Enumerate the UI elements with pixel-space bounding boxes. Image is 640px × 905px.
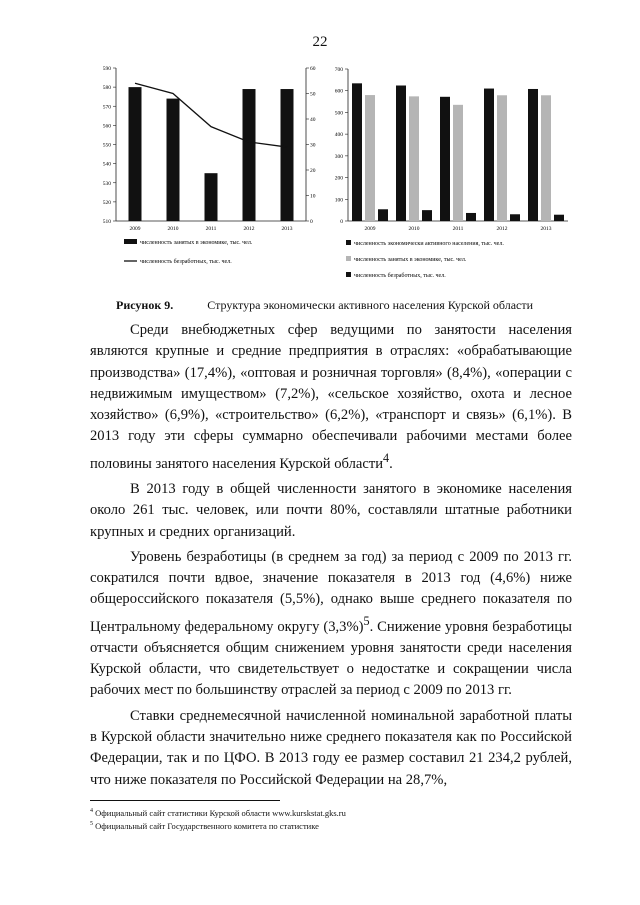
left-tick-label: 550 (102, 142, 111, 149)
bar-series3-2012 (510, 214, 520, 221)
y-tick-label: 100 (334, 197, 343, 204)
x-tick-label: 2013 (540, 226, 552, 232)
bar-series3-2011 (466, 213, 476, 221)
bar-series3-2010 (422, 210, 432, 221)
legend-swatch-series1 (346, 240, 351, 245)
body-text (90, 320, 572, 795)
legend-label-series2: численность занятых в экономике, тыс. чел. (354, 257, 467, 263)
paragraph-2: В 2013 году в общей численности занятого в экономике населения около 261 тыс. человек, или почти 80%, составляли штатные работники крупных и средних организаций. (90, 480, 572, 540)
right-tick-label: 20 (310, 168, 316, 174)
right-tick-label: 50 (310, 91, 316, 98)
paragraph-4: Ставки среднемесячной начисленной номинальной заработной платы в Курской области значительно ниже среднего показателя как по Российской Федерации, так и по ЦФО. В 2013 году ее размер составил 21 234,2 рублей, что ниже показателя по Российской Федерации на 28,7%, (90, 707, 572, 788)
bar-employed-2009 (129, 87, 142, 221)
figure-caption (116, 298, 533, 313)
bar-employed-2010 (167, 99, 180, 221)
legend-label-series3: численность безработных, тыс. чел. (354, 273, 446, 279)
bar-employed-2012 (243, 89, 256, 221)
footnote-5-text: Официальный сайт Государственного комитета по статистике (95, 820, 319, 831)
bar-series2-2013 (541, 95, 551, 221)
y-tick-label: 400 (334, 132, 343, 139)
bar-series2-2012 (497, 95, 507, 221)
left-tick-label: 570 (102, 104, 111, 111)
bar-series1-2012 (484, 89, 494, 221)
bar-employed-2013 (281, 89, 294, 221)
y-tick-label: 600 (334, 88, 343, 95)
bar-series3-2009 (378, 209, 388, 221)
x-tick-label: 2011 (205, 226, 217, 232)
footnote-4-num: 4 (90, 808, 93, 814)
y-tick-label: 200 (334, 175, 343, 182)
figure-label: Рисунок 9. (116, 298, 174, 312)
footnote-4 (90, 806, 572, 819)
left-tick-label: 580 (102, 85, 111, 92)
legend-label-bars: численность занятых в экономике, тыс. чел. (140, 240, 253, 246)
x-tick-label: 2011 (452, 226, 464, 232)
bar-series2-2009 (365, 95, 375, 221)
footnote-rule (90, 800, 280, 801)
right-tick-label: 60 (310, 66, 316, 72)
paragraph-3-text-b: . Снижение уровня безработицы отчасти объясняется общим снижением уровня занятости среди населения Курской области, что свидетельствует о недостатке и сокращении числа рабочих мест по большинству отраслей за период с 2009 по 2013 гг. (90, 618, 572, 699)
figure-title: Структура экономически активного населения Курской области (207, 298, 534, 312)
bar-series1-2013 (528, 89, 538, 221)
bar-series1-2011 (440, 97, 450, 221)
x-tick-label: 2009 (364, 226, 376, 232)
legend-swatch-series3 (346, 272, 351, 277)
y-tick-label: 700 (334, 67, 343, 73)
x-tick-label: 2012 (243, 226, 255, 232)
chart-active-population (316, 58, 576, 290)
x-tick-label: 2012 (496, 226, 508, 232)
line-unemployed (135, 83, 287, 147)
footnotes (90, 800, 572, 832)
legend-label-line: численность безработных, тыс. чел. (140, 259, 232, 265)
right-tick-label: 0 (310, 219, 313, 225)
legend-swatch-series2 (346, 256, 351, 261)
footnote-5-num: 5 (90, 820, 93, 827)
bar-series2-2011 (453, 105, 463, 221)
footnote-5 (90, 819, 572, 832)
legend-swatch-bars (124, 239, 137, 244)
x-tick-label: 2010 (408, 226, 420, 232)
paragraph-3-text-a: Уровень безработицы (в среднем за год) за период с 2009 по 2013 гг. сократился почти вдвое, значение показателя в 2013 год (4,6%) ниже общероссийского показателя (5,5%), однако выше среднего показателя по Центральному федеральному округу (3,3%) (90, 548, 572, 635)
y-tick-label: 300 (334, 153, 343, 160)
paragraph-1-end: . (389, 455, 393, 472)
left-tick-label: 560 (102, 123, 111, 130)
footnote-ref-4: 4 (383, 450, 390, 465)
chart-employment-unemployment (80, 58, 316, 290)
bar-series2-2010 (409, 96, 419, 221)
x-tick-label: 2010 (167, 226, 179, 232)
left-tick-label: 540 (102, 161, 111, 168)
y-tick-label: 0 (340, 219, 343, 225)
paragraph-3 (90, 547, 572, 702)
bar-series1-2009 (352, 83, 362, 221)
x-tick-label: 2013 (281, 226, 293, 232)
footnote-ref-5: 5 (363, 613, 370, 628)
left-tick-label: 530 (102, 180, 111, 187)
bar-employed-2011 (205, 173, 218, 221)
left-tick-label: 510 (102, 219, 111, 225)
footnote-4-text: Официальный сайт статистики Курской области www.kurskstat.gks.ru (95, 807, 346, 818)
x-tick-label: 2009 (129, 226, 141, 232)
right-tick-label: 10 (310, 193, 316, 200)
paragraph-1 (90, 320, 572, 475)
left-tick-label: 590 (102, 66, 111, 72)
right-tick-label: 30 (310, 142, 316, 149)
paragraph-1-text: Среди внебюджетных сфер ведущими по занятости населения являются крупные и средние предприятия в отраслях: «обрабатывающие производства» (17,4%), «оптовая и розничная торговля» (8,4%), «операции с недвижимым имуществом» (7,2%), «сельское хозяйство, охота и лесное хозяйство» (6,9%), «строительство» (6,2%), «транспорт и связь» (6,1%). В 2013 году эти сферы суммарно обеспечивали рабочими местами более половины занятого населения Курской области (90, 322, 572, 472)
page-number: 22 (312, 34, 328, 50)
bar-series1-2010 (396, 86, 406, 221)
y-tick-label: 500 (334, 110, 343, 117)
left-tick-label: 520 (102, 199, 111, 206)
legend-label-series1: численность экономически активного населения, тыс. чел. (354, 241, 504, 247)
bar-series3-2013 (554, 215, 564, 221)
right-tick-label: 40 (310, 117, 316, 123)
